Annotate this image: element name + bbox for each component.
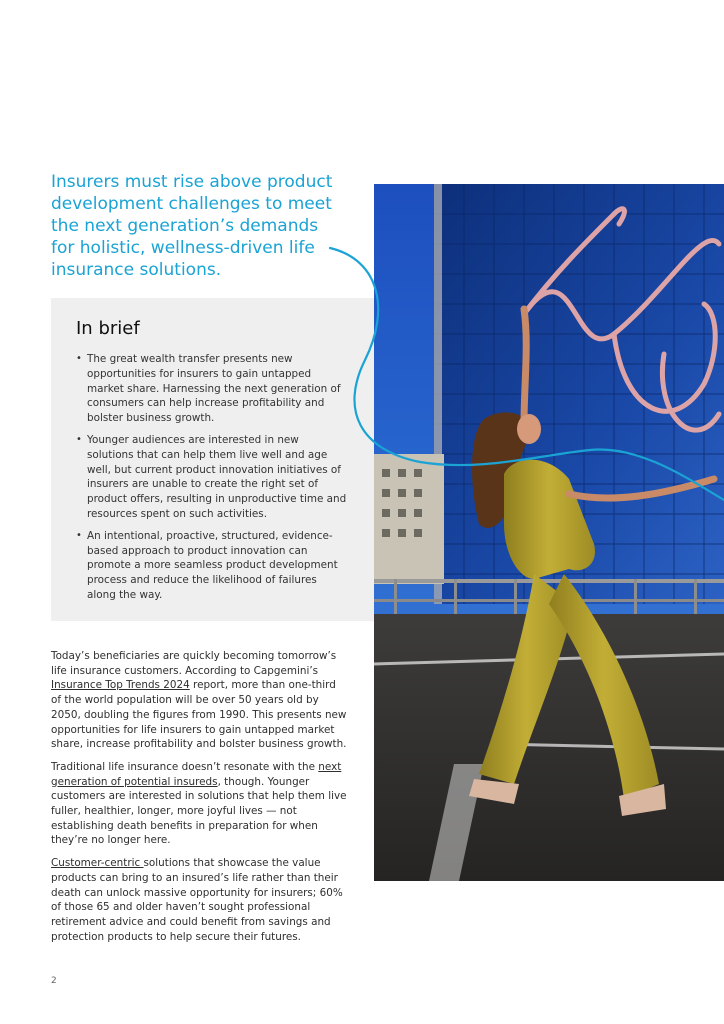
headline: Insurers must rise above product development challenges to meet the next generation’s demands for holistic, wellness-driven life insurance solutions. xyxy=(51,172,333,280)
in-brief-list xyxy=(76,352,348,610)
in-brief-item-text: An intentional, proactive, structured, evidence-based approach to product innovation can promote a more seamless product development process and reduce the likelihood of failures along the way. xyxy=(87,529,338,601)
insurance-top-trends-link[interactable]: Insurance Top Trends 2024 xyxy=(51,679,190,692)
next-generation-link[interactable]: next generation of potential insureds xyxy=(51,760,342,788)
body-paragraph xyxy=(51,760,349,848)
in-brief-item xyxy=(76,352,348,426)
bullet-icon: • xyxy=(76,353,82,364)
body-text-span: solutions that showcase the value products can bring to an insured’s life rather than their death can unlock massive opportunity for insurers; 60% of those 65 and older haven’t sought professional retirement advice and could benefit from savings and protection products to help secure their futures. xyxy=(51,857,343,943)
body-text xyxy=(51,649,349,952)
bullet-icon: • xyxy=(76,529,82,541)
in-brief-item xyxy=(76,529,348,603)
hero-photo xyxy=(374,184,724,881)
in-brief-title: In brief xyxy=(76,318,140,339)
in-brief-item xyxy=(76,433,348,522)
in-brief-item-text: Younger audiences are interested in new solutions that can help them live well and age well, but current product innovation initiatives of insurers are unable to create the right set of product offers, resulting in unproductive time and resources spent on such activities. xyxy=(87,433,347,520)
body-text-span: report, more than one-third of the world population will be over 50 years old by 2050, doubling the figures from 1990. This presents new opportunities for life insurers to gain untapped market share, increase profitability and bolster business growth. xyxy=(51,679,347,751)
body-text-span: Traditional life insurance doesn’t resonate with the xyxy=(51,760,319,773)
body-text-span: Today’s beneficiaries are quickly becoming tomorrow’s life insurance customers. According to Capgemini’s xyxy=(51,650,337,677)
in-brief-item-text: The great wealth transfer presents new opportunities for insurers to gain untapped market share. Harnessing the next generation of consumers can help increase profitability and bolster business growth. xyxy=(87,353,341,425)
bullet-icon: • xyxy=(76,433,82,445)
customer-centric-link[interactable]: Customer-centric xyxy=(51,857,144,870)
body-paragraph xyxy=(51,856,349,944)
body-text-span: , though. Younger customers are interested in solutions that help them live fuller, healthier, longer, more joyful lives — not establishing death benefits in preparation for when they’re no longer here. xyxy=(51,775,347,847)
page-number: 2 xyxy=(51,976,57,986)
body-paragraph xyxy=(51,649,349,752)
